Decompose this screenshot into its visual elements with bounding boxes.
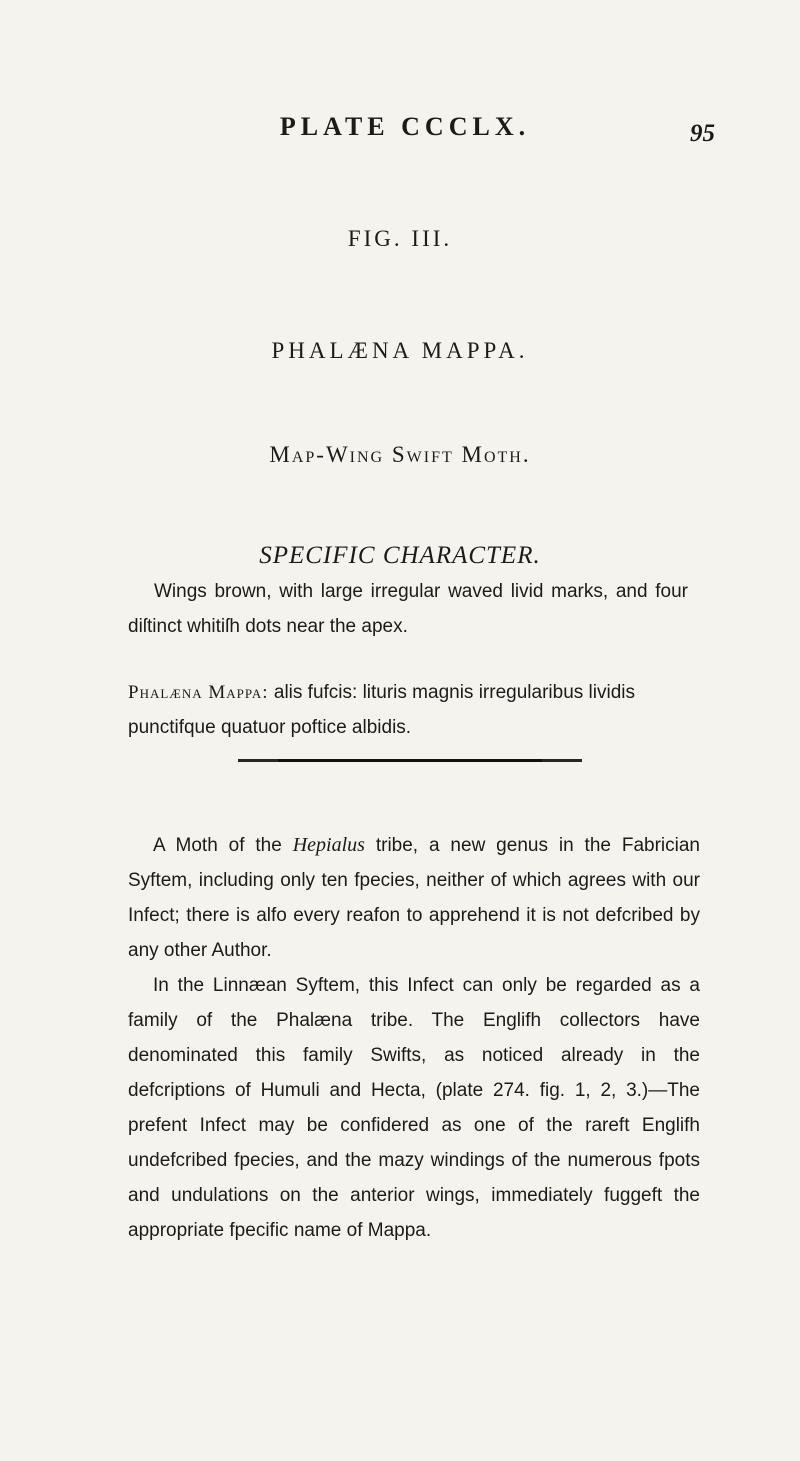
latin-character-text xyxy=(128,675,700,745)
english-character-text xyxy=(128,574,688,644)
description-block xyxy=(128,828,700,1248)
figure-label: FIG. III. xyxy=(347,226,453,251)
description-p1-start: A Moth of the xyxy=(153,835,293,856)
latin-character-description: alis fufcis: lituris magnis irregularibus lividis punctifque quatuor poftice albidis. xyxy=(128,682,635,738)
specific-character-heading: SPECIFIC CHARACTER. xyxy=(259,542,541,569)
latin-character-name: Phalæna Mappa: xyxy=(128,682,269,703)
page-number: 95 xyxy=(690,120,715,147)
section-divider xyxy=(238,759,582,762)
species-latin-name: PHALÆNA MAPPA. xyxy=(271,338,529,363)
description-paragraph-2: In the Linnæan Syftem, this Infect can only be regarded as a family of the Phalæna tribe. The Englifh collectors have denominated this family Swifts, as noticed already in the defcriptions of Humuli and Hecta, (plate 274. fig. 1, 2, 3.)—The prefent Infect may be confidered as one of the rareft Englifh undefcribed fpecies, and the mazy windings of the numerous fpots and undulations on the anterior wings, immediately fuggeft the appropriate fpecific name of Mappa. xyxy=(128,975,700,1241)
description-p1-end: tribe, a new genus in the Fabrician Syftem, including only ten fpecies, neither of which agrees with our Infect; there is alfo every reafon to apprehend it is not defcribed by any other Author. xyxy=(128,835,700,961)
latin-character-paragraph xyxy=(128,675,700,745)
genus-name: Hepialus xyxy=(292,834,365,856)
english-character-paragraph: Wings brown, with large irregular waved livid marks, and four diſtinct whitiſh dots near the apex. xyxy=(128,581,688,637)
description-paragraph-1 xyxy=(128,828,700,968)
plate-title: PLATE CCCLX. xyxy=(279,112,531,141)
species-common-name: Map-Wing Swift Moth. xyxy=(269,442,531,467)
